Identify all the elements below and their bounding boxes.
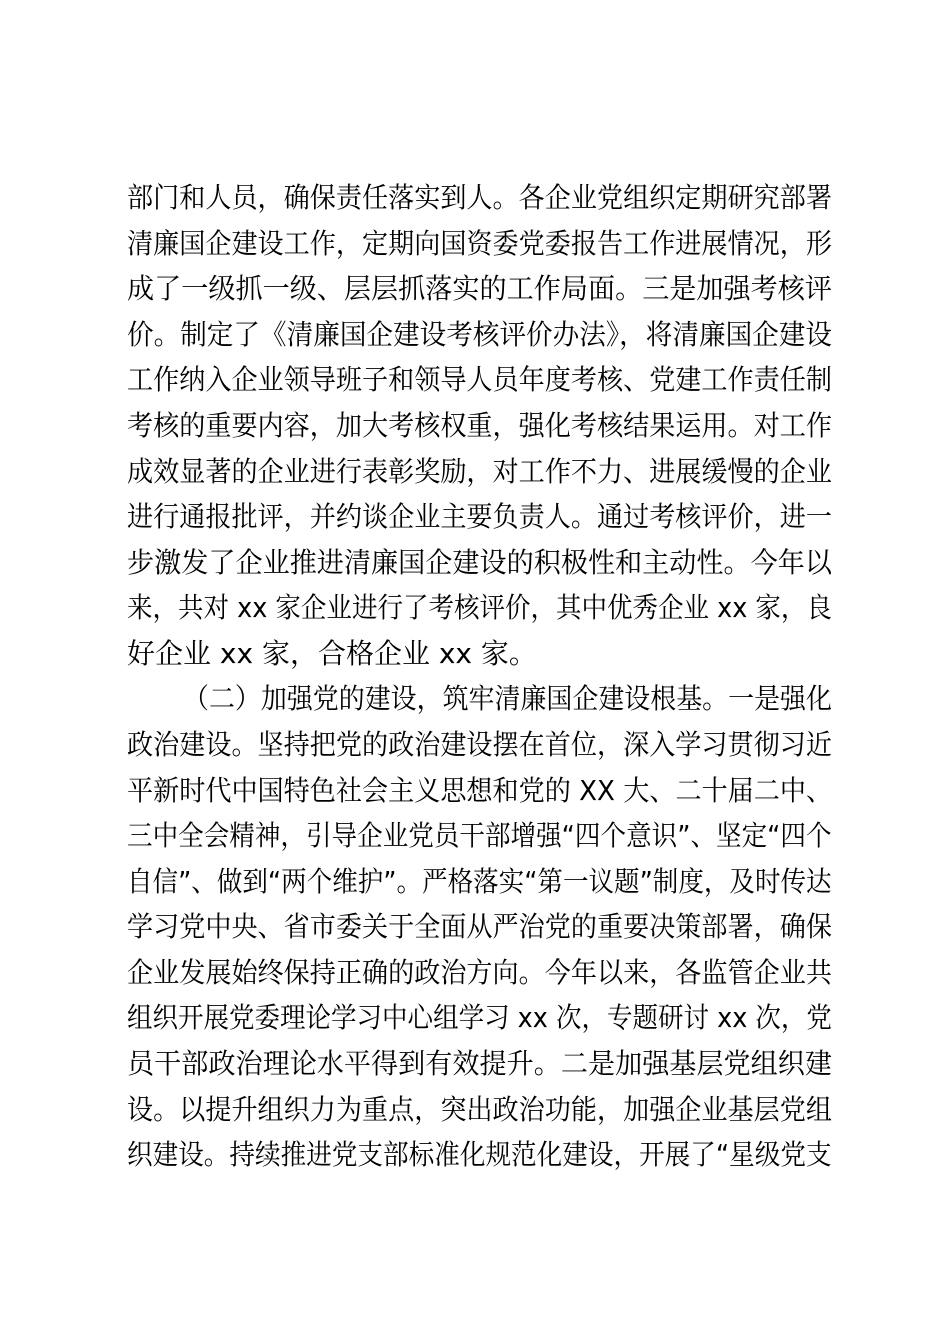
text-line: 好企业 xx 家，合格企业 xx 家。 <box>127 637 537 670</box>
text-line: 员干部政治理论水平得到有效提升。二是加强基层党组织建 <box>127 1047 833 1080</box>
text-line: 价。制定了《清廉国企建设考核评价办法》，将清廉国企建设 <box>127 318 832 351</box>
text-line: 学习党中央、省市委关于全面从严治党的重要决策部署，确保 <box>127 910 832 943</box>
text-line: 清廉国企建设工作，定期向国资委党委报告工作进展情况，形 <box>127 227 832 260</box>
text-line: 成了一级抓一级、层层抓落实的工作局面。三是加强考核评 <box>127 272 833 305</box>
text-line: 来，共对 xx 家企业进行了考核评价，其中优秀企业 xx 家，良 <box>127 591 832 624</box>
text-line: 企业发展始终保持正确的政治方向。今年以来，各监管企业共 <box>127 956 832 989</box>
text-line: 工作纳入企业领导班子和领导人员年度考核、党建工作责任制 <box>127 363 832 396</box>
text-line: 三中全会精神，引导企业党员干部增强“四个意识”、坚定“四个 <box>127 819 832 852</box>
text-line: 步激发了企业推进清廉国企建设的积极性和主动性。今年以 <box>127 546 833 579</box>
text-line: 组织开展党委理论学习中心组学习 xx 次，专题研讨 xx 次，党 <box>127 1001 832 1034</box>
text-line: 织建设。持续推进党支部标准化规范化建设，开展了“星级党支 <box>127 1138 832 1171</box>
text-line: 成效显著的企业进行表彰奖励，对工作不力、进展缓慢的企业 <box>127 455 832 488</box>
text-line: 平新时代中国特色社会主义思想和党的 XX 大、二十届二中、 <box>127 774 833 807</box>
text-line: 自信”、做到“两个维护”。严格落实“第一议题”制度，及时传达 <box>127 865 832 898</box>
text-line: 政治建设。坚持把党的政治建设摆在首位，深入学习贯彻习近 <box>127 728 832 761</box>
text-line: 进行通报批评，并约谈企业主要负责人。通过考核评价，进一 <box>127 500 832 533</box>
text-line: 设。以提升组织力为重点，突出政治功能，加强企业基层党组 <box>127 1093 832 1126</box>
text-line: 考核的重要内容，加大考核权重，强化考核结果运用。对工作 <box>127 409 832 442</box>
paragraph-heading-line: （二）加强党的建设，筑牢清廉国企建设根基。一是强化 <box>183 682 832 715</box>
text-line: 部门和人员，确保责任落实到人。各企业党组织定期研究部署 <box>127 181 832 214</box>
